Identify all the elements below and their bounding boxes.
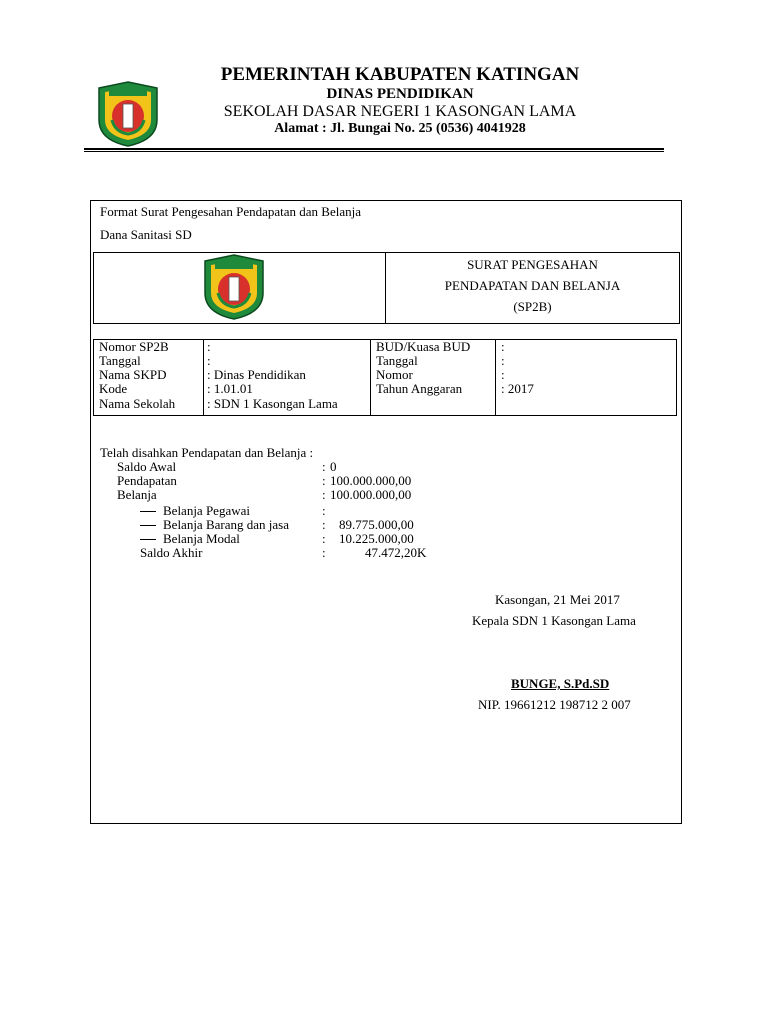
info-value: : 1.01.01 bbox=[207, 381, 253, 396]
budget-colon: : bbox=[322, 517, 326, 532]
form-logo bbox=[201, 253, 267, 321]
letterhead-divider bbox=[84, 148, 664, 150]
signature-place-date: Kasongan, 21 Mei 2017 bbox=[495, 592, 620, 607]
budget-colon: : bbox=[322, 459, 326, 474]
info-value: : bbox=[501, 367, 505, 382]
budget-value: 100.000.000,00 bbox=[330, 473, 412, 488]
budget-colon: : bbox=[322, 487, 326, 502]
form-title: Format Surat Pengesahan Pendapatan dan Belanja bbox=[100, 204, 362, 219]
info-label: BUD/Kuasa BUD bbox=[376, 339, 471, 354]
budget-colon: : bbox=[322, 473, 326, 488]
form-subtitle: Dana Sanitasi SD bbox=[100, 227, 192, 242]
dash-bullet bbox=[140, 539, 156, 540]
info-value: : bbox=[501, 339, 505, 354]
budget-label: Belanja Barang dan jasa bbox=[163, 517, 289, 532]
info-value: : SDN 1 Kasongan Lama bbox=[207, 396, 338, 411]
header-address: Alamat : Jl. Bungai No. 25 (0536) 4041928 bbox=[274, 121, 526, 136]
info-col-divider bbox=[370, 339, 371, 416]
budget-value: 100.000.000,00 bbox=[330, 487, 412, 502]
budget-colon: : bbox=[322, 545, 326, 560]
info-label: Tanggal bbox=[376, 353, 418, 368]
header-government: PEMERINTAH KABUPATEN KATINGAN bbox=[220, 64, 580, 85]
info-value: : bbox=[207, 353, 211, 368]
info-value: : bbox=[501, 353, 505, 368]
info-value: : Dinas Pendidikan bbox=[207, 367, 306, 382]
doc-title-line-1: SURAT PENGESAHAN bbox=[467, 257, 598, 272]
budget-value: 10.225.000,00 bbox=[339, 531, 414, 546]
doc-title-line-2: PENDAPATAN DAN BELANJA bbox=[444, 278, 621, 293]
budget-colon: : bbox=[322, 503, 326, 518]
info-label: Nama SKPD bbox=[99, 367, 167, 382]
budget-colon: : bbox=[322, 531, 326, 546]
dash-bullet bbox=[140, 511, 156, 512]
doc-title-line-3: (SP2B) bbox=[513, 299, 552, 314]
budget-value: 0 bbox=[330, 459, 337, 474]
info-label: Nomor bbox=[376, 367, 413, 382]
info-label: Nama Sekolah bbox=[99, 396, 176, 411]
budget-label: Pendapatan bbox=[117, 473, 177, 488]
info-col-divider bbox=[203, 339, 204, 416]
dash-bullet bbox=[140, 525, 156, 526]
budget-value: 89.775.000,00 bbox=[339, 517, 414, 532]
info-value: : bbox=[207, 339, 211, 354]
regency-emblem-icon bbox=[201, 253, 267, 321]
budget-label: Belanja bbox=[117, 487, 157, 502]
info-label: Kode bbox=[99, 381, 128, 396]
header-department: DINAS PENDIDIKAN bbox=[326, 86, 474, 102]
header-school: SEKOLAH DASAR NEGERI 1 KASONGAN LAMA bbox=[223, 103, 577, 120]
regency-emblem-icon bbox=[95, 80, 161, 148]
signatory-name: BUNGE, S.Pd.SD bbox=[511, 676, 610, 691]
budget-label: Belanja Modal bbox=[163, 531, 240, 546]
info-label: Tahun Anggaran bbox=[376, 381, 463, 396]
budget-label: Belanja Pegawai bbox=[163, 503, 250, 518]
budget-label: Saldo Akhir bbox=[140, 545, 203, 560]
info-value: : 2017 bbox=[501, 381, 534, 396]
info-label: Nomor SP2B bbox=[99, 339, 169, 354]
budget-label: Saldo Awal bbox=[117, 459, 177, 474]
signatory-nip: NIP. 19661212 198712 2 007 bbox=[478, 697, 631, 712]
info-col-divider bbox=[495, 339, 496, 416]
body-intro: Telah disahkan Pendapatan dan Belanja : bbox=[100, 445, 314, 460]
letterhead-logo bbox=[95, 80, 161, 148]
letterhead-divider-thin bbox=[84, 151, 664, 152]
budget-value: 47.472,20K bbox=[365, 545, 427, 560]
info-label: Tanggal bbox=[99, 353, 141, 368]
signature-position: Kepala SDN 1 Kasongan Lama bbox=[472, 613, 636, 628]
